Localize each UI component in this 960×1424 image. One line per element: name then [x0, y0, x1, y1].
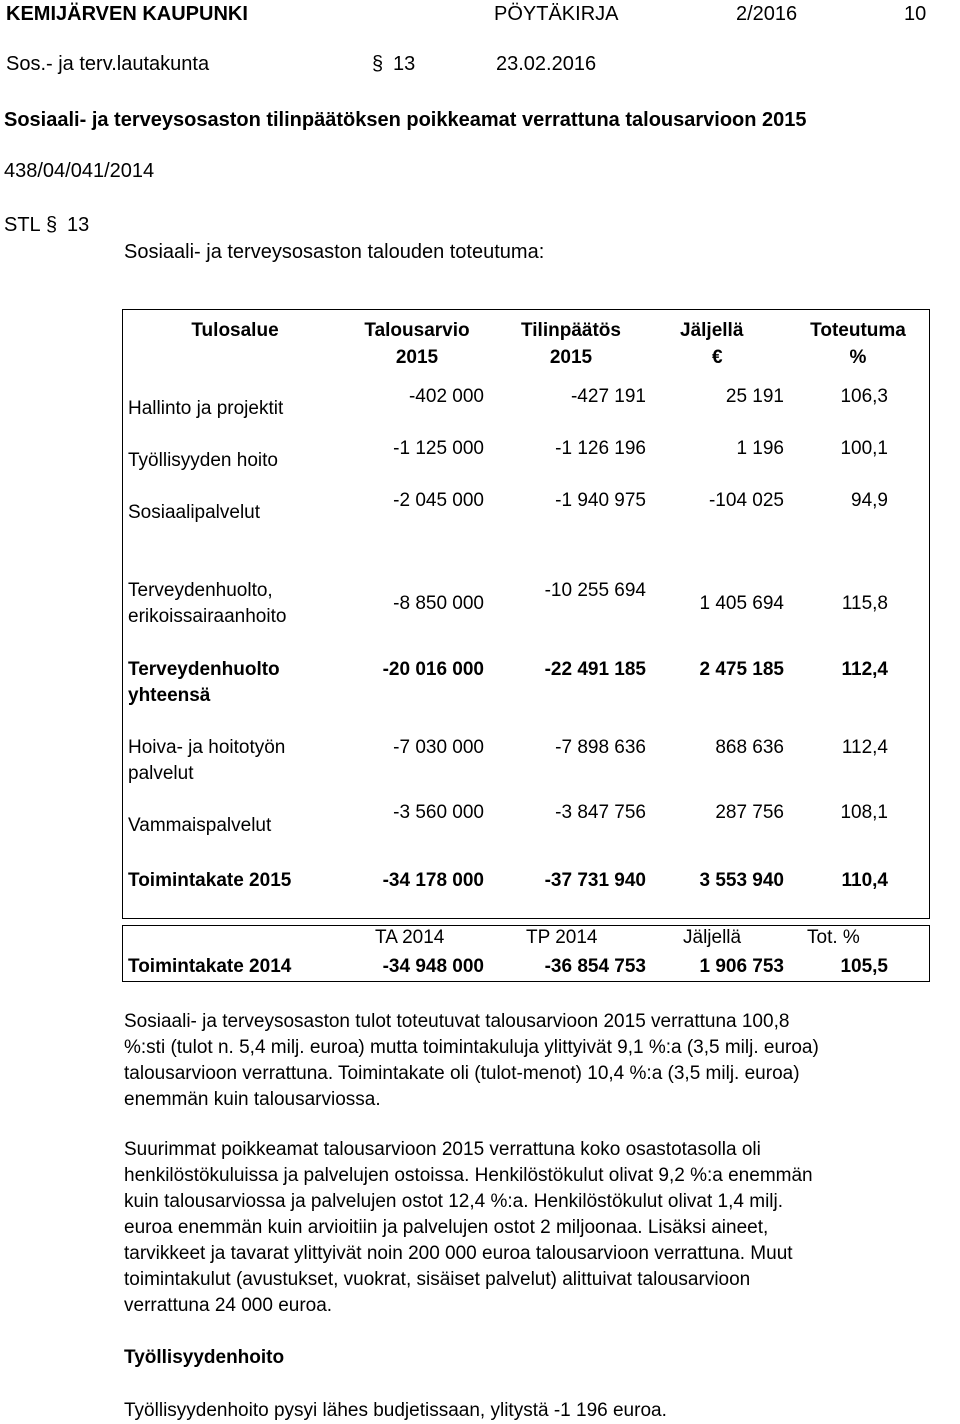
record-number: 438/04/041/2014 — [4, 160, 155, 182]
row-toteutuma: 100,1 — [840, 438, 888, 459]
row-jaljella: -104 025 — [708, 490, 784, 511]
row-tp: -1 940 975 — [555, 490, 646, 511]
row-ta: -7 030 000 — [393, 737, 484, 758]
header-toteutuma: Toteutuma — [810, 320, 906, 341]
header-jaljella-unit: € — [712, 347, 723, 368]
org-name: KEMIJÄRVEN KAUPUNKI — [6, 3, 248, 25]
row-toteutuma: 115,8 — [841, 593, 888, 614]
paragraph-line: %:sti (tulot n. 5,4 milj. euroa) mutta toimintakuluja ylittyivät 9,1 %:a (3,5 milj. euroa) — [124, 1037, 819, 1058]
total-2015-ta: -34 178 000 — [382, 870, 484, 891]
total-2014-ta: -34 948 000 — [382, 956, 484, 977]
header-toteutuma-unit: % — [849, 347, 867, 368]
total-2015-jaljella: 3 553 940 — [699, 870, 784, 891]
paragraph-line: henkilöstökuluissa ja palvelujen ostoissa. Henkilöstökulut olivat 9,2 %:a enemmän — [124, 1165, 813, 1186]
header-tilinpaatos-year: 2015 — [549, 347, 593, 368]
paragraph-line: toimintakulut (avustukset, vuokrat, sisäiset palvelut) alittuivat talousarvioon — [124, 1269, 751, 1290]
paragraph-line: verrattuna 24 000 euroa. — [124, 1295, 333, 1316]
paragraph-line: euroa enemmän kuin arvioitiin ja palvelujen ostot 2 miljoonaa. Lisäksi aineet, — [124, 1217, 769, 1238]
row-name: Hallinto ja projektit — [128, 398, 284, 419]
header-tp-2014: TP 2014 — [526, 927, 598, 948]
row-ta: -1 125 000 — [393, 438, 484, 459]
section-text: Työllisyydenhoito pysyi lähes budjetissaan, ylitystä -1 196 euroa. — [124, 1400, 667, 1421]
header-talousarvio: Talousarvio — [364, 320, 470, 341]
row-name: Hoiva- ja hoitotyön — [128, 737, 286, 758]
row-tp: -1 126 196 — [555, 438, 646, 459]
row-ta: -402 000 — [408, 386, 484, 407]
header-talousarvio-year: 2015 — [395, 347, 439, 368]
row-ta: -8 850 000 — [393, 593, 484, 614]
doc-number: 2/2016 — [736, 3, 798, 25]
paragraph-line: tarvikkeet ja tavarat ylittyivät noin 200 000 euroa talousarvioon verrattuna. Muut — [124, 1243, 793, 1264]
row-toteutuma: 112,4 — [841, 737, 888, 758]
header-tulosalue: Tulosalue — [191, 320, 279, 341]
row-jaljella: 868 636 — [715, 737, 784, 758]
row-name-line2: yhteensä — [128, 685, 211, 706]
header-jaljella-2014: Jäljellä — [683, 927, 742, 948]
total-2015-tp: -37 731 940 — [544, 870, 646, 891]
section-heading: Työllisyydenhoito — [124, 1347, 285, 1368]
row-jaljella: 25 191 — [725, 386, 784, 407]
header-ta-2014: TA 2014 — [375, 927, 445, 948]
row-jaljella: 287 756 — [715, 802, 784, 823]
row-tp: -10 255 694 — [544, 580, 646, 601]
paragraph-line: talousarvioon verrattuna. Toimintakate oli (tulot-menot) 10,4 %:a (3,5 milj. euroa) — [124, 1063, 800, 1084]
row-toteutuma: 94,9 — [851, 490, 888, 511]
total-2014-jaljella: 1 906 753 — [699, 956, 784, 977]
total-2014-tp: -36 854 753 — [544, 956, 646, 977]
paragraph-line: Suurimmat poikkeamat talousarvioon 2015 verrattuna koko osastotasolla oli — [124, 1139, 761, 1160]
stl-number: 13 — [67, 214, 90, 236]
row-name-line2: palvelut — [128, 763, 194, 784]
row-toteutuma: 106,3 — [840, 386, 888, 407]
row-name: Terveydenhuolto — [128, 659, 280, 680]
row-toteutuma: 112,4 — [841, 659, 888, 680]
meeting-date: 23.02.2016 — [496, 53, 597, 75]
row-tp: -3 847 756 — [555, 802, 646, 823]
row-tp: -427 191 — [570, 386, 646, 407]
stl-label: STL — [4, 214, 41, 236]
page-title: Sosiaali- ja terveysosaston tilinpäätöksen poikkeamat verrattuna talousarvioon 2015 — [4, 109, 807, 131]
row-name: Työllisyyden hoito — [128, 450, 278, 471]
page-number: 10 — [904, 3, 927, 25]
row-name: Sosiaalipalvelut — [128, 502, 261, 523]
stl-section-mark: § — [46, 214, 58, 236]
row-ta: -20 016 000 — [382, 659, 484, 680]
section-number: 13 — [393, 53, 416, 75]
total-2014-label: Toimintakate 2014 — [128, 956, 292, 977]
row-ta: -2 045 000 — [393, 490, 484, 511]
header-jaljella: Jäljellä — [680, 320, 744, 341]
paragraph-deviations — [124, 1137, 944, 1319]
total-2015-toteutuma: 110,4 — [841, 870, 888, 891]
row-tp: -7 898 636 — [555, 737, 646, 758]
row-tp: -22 491 185 — [544, 659, 646, 680]
row-jaljella: 1 196 — [736, 438, 784, 459]
total-2014-toteutuma: 105,5 — [840, 956, 888, 977]
row-ta: -3 560 000 — [393, 802, 484, 823]
row-jaljella: 2 475 185 — [699, 659, 784, 680]
subtitle: Sosiaali- ja terveysosaston talouden toteutuma: — [124, 241, 545, 263]
row-toteutuma: 108,1 — [840, 802, 888, 823]
row-name-line2: erikoissairaanhoito — [128, 606, 287, 627]
header-tilinpaatos: Tilinpäätös — [521, 320, 621, 341]
row-name: Vammaispalvelut — [128, 815, 272, 836]
section-mark: § — [372, 53, 384, 75]
doc-type: PÖYTÄKIRJA — [494, 3, 619, 25]
header-tot-2014: Tot. % — [807, 927, 860, 948]
row-name: Terveydenhuolto, — [128, 580, 273, 601]
paragraph-line: kuin talousarviossa ja palvelujen ostot 12,4 %:a. Henkilöstökulut olivat 1,4 milj. — [124, 1191, 784, 1212]
total-2015-label: Toimintakate 2015 — [128, 870, 292, 891]
board-name: Sos.- ja terv.lautakunta — [6, 53, 210, 75]
paragraph-income — [124, 1009, 944, 1113]
paragraph-line: Sosiaali- ja terveysosaston tulot toteutuvat talousarvioon 2015 verrattuna 100,8 — [124, 1011, 790, 1032]
row-jaljella: 1 405 694 — [699, 593, 784, 614]
paragraph-line: enemmän kuin talousarviossa. — [124, 1089, 381, 1110]
